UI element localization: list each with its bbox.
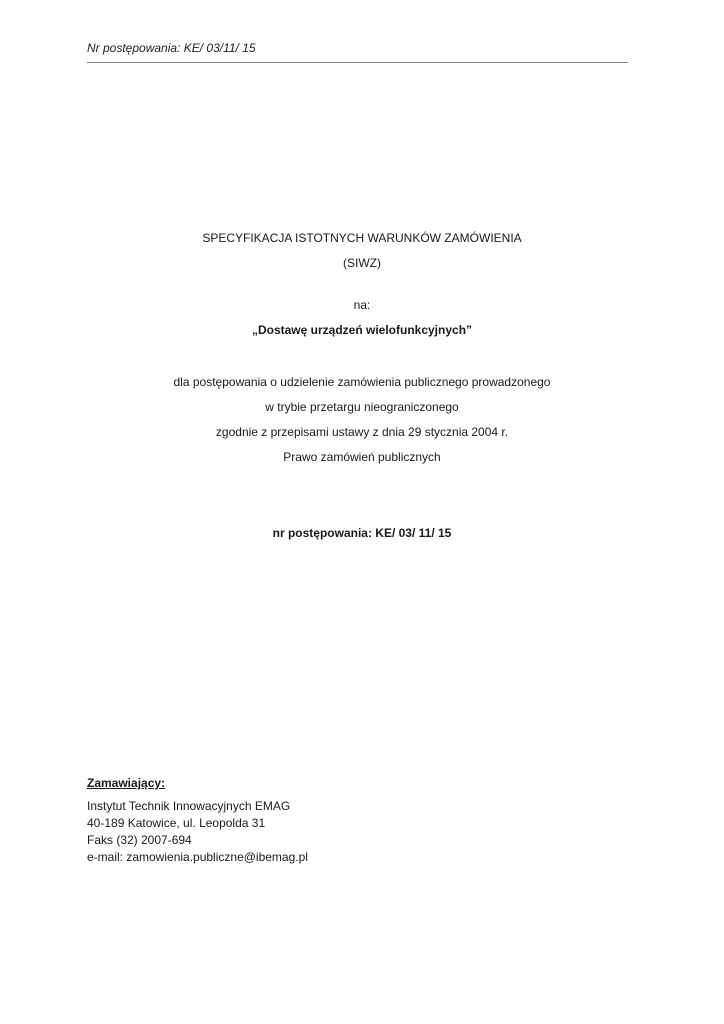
procedure-line-2: w trybie przetargu nieograniczonego xyxy=(265,400,459,414)
title-abbreviation: (SIWZ) xyxy=(343,256,381,270)
procedure-line-3: zgodnie z przepisami ustawy z dnia 29 stycznia 2004 r. xyxy=(215,425,509,439)
contracting-authority-fax: Faks (32) 2007-694 xyxy=(87,833,192,847)
title-preposition: na: xyxy=(353,298,371,312)
title-subject: „Dostawę urządzeń wielofunkcyjnych” xyxy=(251,323,473,337)
header-case-number: Nr postępowania: KE/ 03/11/ 15 xyxy=(87,41,256,55)
procedure-line-4: Prawo zamówień publicznych xyxy=(283,450,441,464)
contracting-authority-heading: Zamawiający: xyxy=(87,776,166,790)
procedure-line-1: dla postępowania o udzielenie zamówienia publicznego prowadzonego xyxy=(173,375,551,389)
contracting-authority-address: 40-189 Katowice, ul. Leopolda 31 xyxy=(87,816,266,830)
contracting-authority-email[interactable]: e-mail: zamowienia.publiczne@ibemag.pl xyxy=(87,850,308,864)
header-divider xyxy=(87,62,628,63)
reference-number: nr postępowania: KE/ 03/ 11/ 15 xyxy=(272,526,452,540)
contracting-authority-name: Instytut Technik Innowacyjnych EMAG xyxy=(87,799,291,813)
title-main: SPECYFIKACJA ISTOTNYCH WARUNKÓW ZAMÓWIENIA xyxy=(202,231,522,245)
